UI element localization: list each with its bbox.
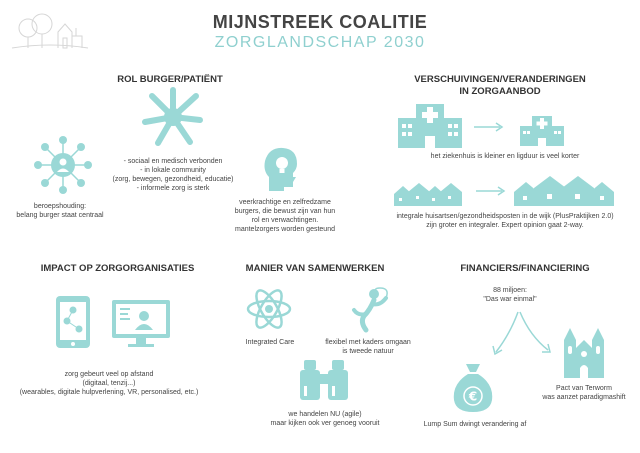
curved-arrow-icon	[490, 310, 560, 360]
houses-caption: integrale huisartsen/gezondheidsposten in de wijk (PlusPraktijken 2.0) zijn groter en integraler. Expert opinion gaat 2-way.	[396, 213, 614, 229]
svg-text:€: €	[468, 389, 478, 404]
page-title: MIJNSTREEK COALITIE	[212, 12, 428, 32]
gymnast-icon	[350, 286, 390, 332]
houses-icon	[394, 180, 466, 206]
church-icon	[560, 326, 608, 378]
phone-icon	[56, 296, 90, 348]
impact-caption: zorg gebeurt veel op afstand (digitaal, tenzij...) (wearables, digitale hulpverlening, VR, personalised, etc.)	[19, 371, 199, 396]
section-heading-samenwerken: MANIER VAN SAMENWERKEN	[245, 263, 385, 274]
hands-caption: - sociaal en medisch verbonden - in lokale community (zorg, bewegen, gezondheid, educatie) - informele zorg is sterk	[112, 158, 234, 192]
gymnast-caption: flexibel met kaders omgaan is tweede natuur	[325, 339, 411, 355]
atom-caption: Integrated Care	[245, 339, 295, 346]
network-caption: beroepshouding: belang burger staat centraal	[16, 203, 104, 219]
network-icon	[34, 136, 92, 194]
page-subtitle: ZORGLANDSCHAP 2030	[214, 34, 426, 51]
section-heading-verschuivingen: VERSCHUIVINGEN/VERANDERINGEN IN ZORGAANBOD	[414, 74, 586, 97]
moneybag-caption: Lump Sum dwingt verandering af	[423, 421, 527, 428]
arrow-right-icon	[474, 122, 504, 132]
hospital-small-icon	[520, 112, 564, 146]
hospital-icon	[398, 98, 462, 148]
arrow-right-icon	[476, 186, 506, 196]
money-bag-icon	[452, 362, 494, 412]
atom-icon	[246, 286, 292, 332]
million-caption: 88 miljoen: "Das war einmal"	[483, 287, 537, 303]
large-houses-icon	[514, 174, 618, 206]
binoculars-caption: we handelen NU (agile) maar kijken ook ver genoeg vooruit	[270, 411, 380, 427]
section-heading-impact: IMPACT OP ZORGORGANISATIES	[40, 263, 195, 274]
binoculars-icon	[300, 360, 348, 400]
hospital-caption: het ziekenhuis is kleiner en ligduur is veel korter	[430, 153, 580, 160]
hands-icon	[142, 88, 204, 146]
section-heading-rol: ROL BURGER/PATIËNT	[117, 74, 223, 85]
monitor-icon	[112, 300, 170, 348]
church-caption: Pact van Terworm was aanzet paradigmashift	[542, 385, 626, 401]
head-bulb-icon	[263, 147, 299, 191]
head-caption: veerkrachtige en zelfredzame burgers, die bewust zijn van hun rol en verwachtingen. mantelzorgers worden gesteund	[234, 199, 336, 233]
section-heading-financiers: FINANCIERS/FINANCIERING	[460, 263, 590, 274]
